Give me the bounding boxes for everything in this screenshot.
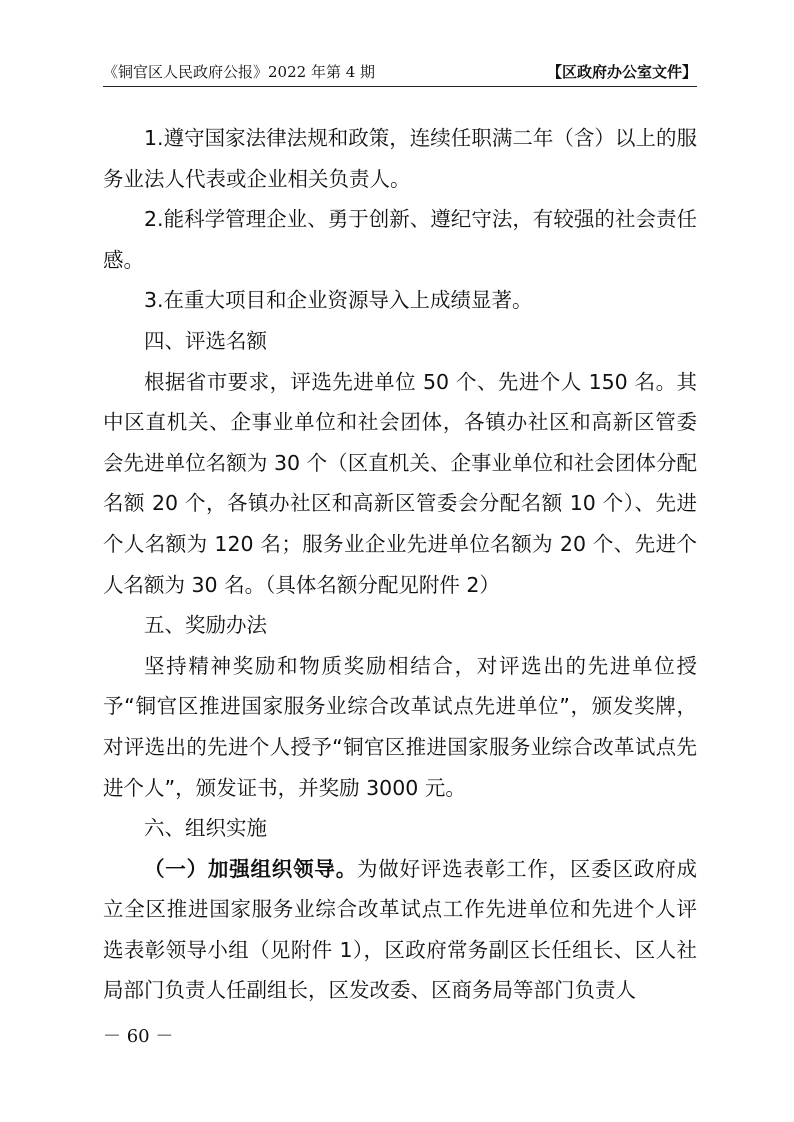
criteria-item-1: 1.遵守国家法律法规和政策，连续任职满二年（含）以上的服务业法人代表或企业相关负责人。 — [103, 126, 697, 191]
organize-paragraph — [103, 849, 697, 1011]
criteria-item-2: 2.能科学管理企业、勇于创新、遵纪守法，有较强的社会责任感。 — [103, 207, 697, 272]
journal-title: 《铜官区人民政府公报》2022 年第 4 期 — [103, 63, 376, 81]
criteria-item-3: 3.在重大项目和企业资源导入上成绩显著。 — [144, 288, 533, 313]
section-heading-reward: 五、奖励办法 — [144, 613, 267, 638]
page-number: － 60 － — [103, 1026, 174, 1047]
section-heading-quota: 四、评选名额 — [144, 328, 267, 353]
quota-paragraph: 根据省市要求，评选先进单位 50 个、先进个人 150 名。其中区直机关、企事业单位和社会团体，各镇办社区和高新区管委会先进单位名额为 30 个（区直机关、企事业单位和社会团体分配名额 20 个，各镇办社区和高新区管委会分配名额 10 个）、先进个人名额为 120 名；服务业企业先进单位名额为 20 个、先进个人名额为 30 名。（具体名额分配见附件 2） — [103, 369, 697, 597]
section-label: 【区政府办公室文件】 — [546, 63, 697, 81]
organize-text: 为做好评选表彰工作，区委区政府成立全区推进国家服务业综合改革试点工作先进单位和先进个人评选表彰领导小组（见附件 1），区政府常务副区长任组长、区人社局部门负责人任副组长，区发改委、区商务局等部门负责人 — [103, 856, 697, 1003]
header-divider — [103, 86, 697, 87]
organize-lead: （一）加强组织领导。 — [144, 856, 357, 881]
document-body — [103, 118, 697, 1011]
section-heading-implementation: 六、组织实施 — [144, 816, 267, 841]
reward-paragraph: 坚持精神奖励和物质奖励相结合，对评选出的先进单位授予“铜官区推进国家服务业综合改革试点先进单位”，颁发奖牌，对评选出的先进个人授予“铜官区推进国家服务业综合改革试点先进个人”，颁发证书，并奖励 3000 元。 — [103, 653, 697, 800]
